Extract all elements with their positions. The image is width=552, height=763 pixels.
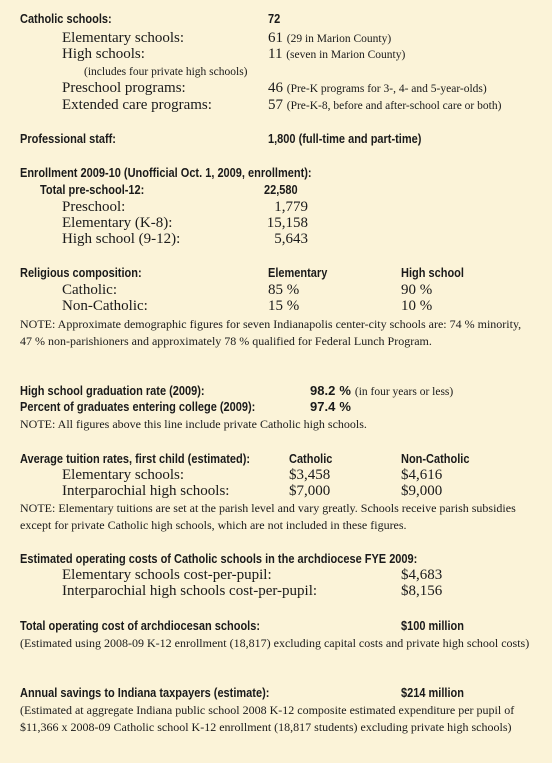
tuition-high-noncatholic: $9,000 — [401, 483, 443, 499]
high-schools-count: 11 — [268, 46, 283, 62]
enrollment-total-value: 22,580 — [264, 183, 298, 197]
religious-heading: Religious composition: — [20, 266, 142, 280]
enrollment-elementary-label: Elementary (K-8): — [62, 215, 173, 231]
tuition-col-catholic: Catholic — [289, 452, 333, 466]
preschool-programs-label: Preschool programs: — [62, 80, 186, 96]
total-cost-value: $100 million — [401, 619, 464, 633]
religious-catholic-label: Catholic: — [62, 282, 117, 298]
tuition-elementary-noncatholic: $4,616 — [401, 467, 443, 483]
enrollment-elementary-value: 15,158 — [266, 215, 308, 231]
enrollment-preschool-label: Preschool: — [62, 199, 126, 215]
tuition-col-noncatholic: Non-Catholic — [401, 452, 470, 466]
religious-catholic-elem: 85 % — [268, 282, 300, 298]
savings-label: Annual savings to Indiana taxpayers (estimate): — [20, 686, 270, 700]
enrollment-high-value: 5,643 — [274, 231, 308, 247]
professional-staff-value: 1,800 (full-time and part-time) — [268, 132, 422, 146]
college-value — [310, 398, 351, 416]
professional-staff-label: Professional staff: — [20, 132, 116, 146]
elementary-schools-value — [268, 30, 391, 47]
preschool-programs-value — [268, 80, 487, 97]
high-schools-note: (seven in Marion County) — [286, 49, 406, 61]
savings-note: (Estimated at aggregate Indiana public school 2008 K-12 composite estimated expenditure per pupil of $11,366 x 2008-09 Catholic school K-12 enrollment (18,817 students) excluding private high schools) — [20, 703, 515, 734]
preschool-programs-count: 46 — [268, 80, 283, 96]
extended-care-note: (Pre-K-8, before and after-school care or both) — [286, 100, 502, 112]
elementary-schools-count: 61 — [268, 30, 283, 46]
catholic-schools-value: 72 — [268, 12, 281, 26]
elementary-schools-label: Elementary schools: — [62, 30, 185, 46]
religious-note: NOTE: Approximate demographic figures for seven Indianapolis center-city schools are: 74 % minority, 47 % non-parishioners and approximately 78 % qualified for Federal Lunch Program. — [20, 317, 522, 348]
tuition-high-catholic: $7,000 — [289, 483, 331, 499]
savings-value: $214 million — [401, 686, 464, 700]
operating-elementary-value: $4,683 — [401, 567, 443, 583]
religious-catholic-high: 90 % — [401, 282, 433, 298]
tuition-elementary-catholic: $3,458 — [289, 467, 331, 483]
enrollment-preschool-value: 1,779 — [274, 199, 308, 215]
tuition-high-label: Interparochial high schools: — [62, 483, 230, 499]
college-number: 97.4 — [310, 399, 336, 414]
tuition-note: NOTE: Elementary tuitions are set at the parish level and vary greatly. Schools receive parish subsidies except for private Catholic high schools, which are not included in these figures. — [20, 501, 516, 532]
total-cost-label: Total operating cost of archdiocesan schools: — [20, 619, 261, 633]
graduation-note: NOTE: All figures above this line include private Catholic high schools. — [20, 417, 367, 431]
extended-care-value — [268, 97, 501, 114]
preschool-programs-note: (Pre-K programs for 3-, 4- and 5-year-olds) — [286, 83, 487, 95]
tuition-elementary-label: Elementary schools: — [62, 467, 185, 483]
enrollment-heading: Enrollment 2009-10 (Unofficial Oct. 1, 2009, enrollment): — [20, 166, 312, 180]
religious-noncatholic-label: Non-Catholic: — [62, 298, 148, 314]
extended-care-count: 57 — [268, 97, 283, 113]
catholic-schools-label: Catholic schools: — [20, 12, 112, 26]
enrollment-high-label: High school (9-12): — [62, 231, 181, 247]
college-percent: % — [339, 399, 351, 414]
operating-high-label: Interparochial high schools cost-per-pupil: — [62, 583, 318, 599]
enrollment-total-label: Total pre-school-12: — [40, 183, 145, 197]
college-label: Percent of graduates entering college (2009): — [20, 400, 256, 414]
religious-noncatholic-elem: 15 % — [268, 298, 300, 314]
high-schools-value — [268, 46, 405, 63]
extended-care-label: Extended care programs: — [62, 97, 212, 113]
graduation-rate-label: High school graduation rate (2009): — [20, 384, 205, 398]
operating-elementary-label: Elementary schools cost-per-pupil: — [62, 567, 272, 583]
graduation-rate-percent: % — [339, 383, 351, 398]
operating-high-value: $8,156 — [401, 583, 443, 599]
elementary-schools-note: (29 in Marion County) — [286, 33, 392, 45]
religious-col-high: High school — [401, 266, 464, 280]
religious-noncatholic-high: 10 % — [401, 298, 433, 314]
operating-heading: Estimated operating costs of Catholic schools in the archdiocese FYE 2009: — [20, 552, 418, 566]
graduation-rate-note: (in four years or less) — [354, 386, 454, 398]
tuition-heading: Average tuition rates, first child (estimated): — [20, 452, 251, 466]
private-high-schools-note: (includes four private high schools) — [84, 66, 248, 78]
high-schools-label: High schools: — [62, 46, 145, 62]
religious-col-elementary: Elementary — [268, 266, 328, 280]
graduation-rate-number: 98.2 — [310, 383, 336, 398]
total-cost-note: (Estimated using 2008-09 K-12 enrollment (18,817) excluding capital costs and private high school costs) — [20, 636, 530, 650]
